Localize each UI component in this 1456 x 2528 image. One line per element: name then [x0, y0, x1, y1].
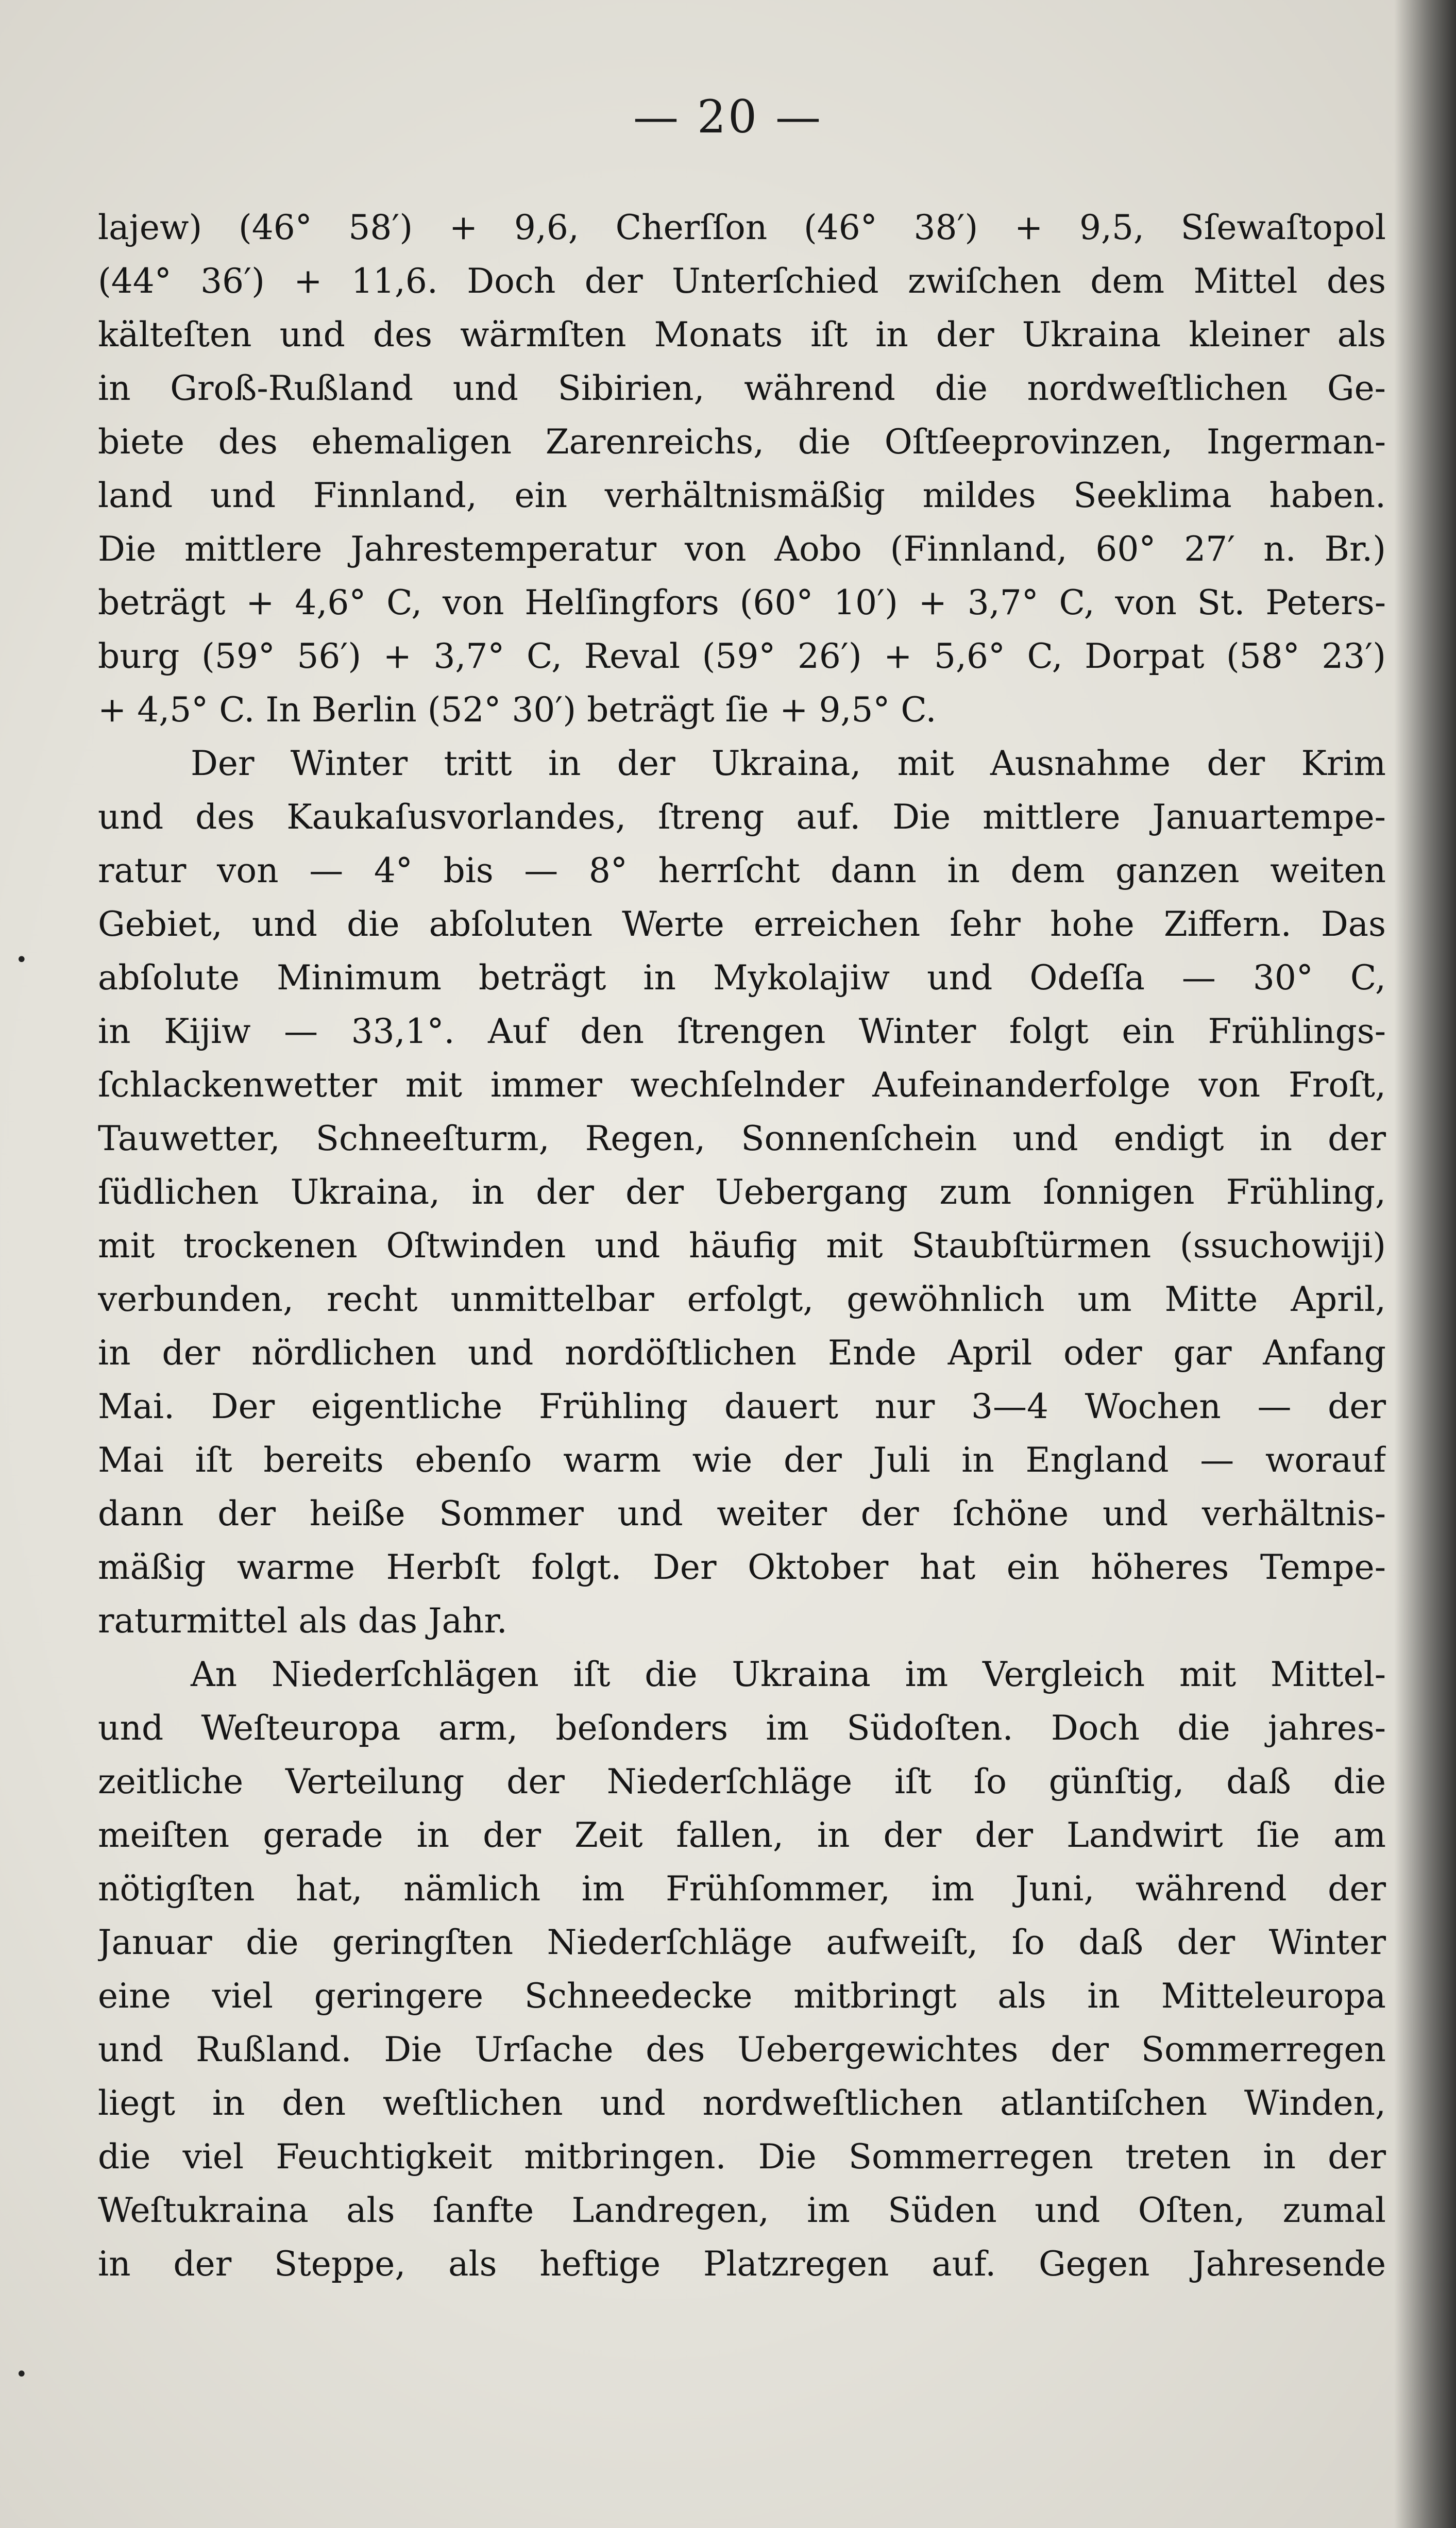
text-line: abſolute Minimum beträgt in Mykolajiw und Odeſſa — 30° C, — [98, 958, 1386, 998]
text-line: die viel Feuchtigkeit mitbringen. Die Sommerregen treten in der — [98, 2137, 1386, 2177]
text-line: in der Steppe, als heftige Platzregen auf. Gegen Jahresende — [98, 2244, 1386, 2284]
text-line: mit trockenen Oſtwinden und häufig mit Staubſtürmen (ssuchowiji) — [98, 1226, 1386, 1266]
text-line: Mai. Der eigentliche Frühling dauert nur 3—4 Wochen — der — [98, 1387, 1386, 1426]
text-line: + 4,5° C. In Berlin (52° 30′) beträgt ſie + 9,5° C. — [98, 690, 937, 730]
text-line: Mai iſt bereits ebenſo warm wie der Juli in England — worauf — [98, 1440, 1386, 1480]
margin-mark: • — [15, 948, 28, 972]
text-line: biete des ehemaligen Zarenreichs, die Oſtſeeprovinzen, Ingerman- — [98, 422, 1386, 462]
text-line: Januar die geringſten Niederſchläge aufweiſt, ſo daß der Winter — [98, 1923, 1386, 1962]
text-line: in der nördlichen und nordöſtlichen Ende April oder gar Anfang — [98, 1333, 1386, 1373]
page-number: — 20 — — [633, 90, 823, 143]
text-line: raturmittel als das Jahr. — [98, 1601, 507, 1641]
body-text — [98, 201, 1386, 2291]
text-line: kälteſten und des wärmſten Monats iſt in der Ukraina kleiner als — [98, 315, 1386, 355]
text-line: meiſten gerade in der Zeit fallen, in der der Landwirt ſie am — [98, 1815, 1386, 1855]
text-line: mäßig warme Herbſt folgt. Der Oktober hat ein höheres Tempe- — [98, 1547, 1386, 1587]
text-line: ſchlackenwetter mit immer wechſelnder Aufeinanderfolge von Froſt, — [98, 1065, 1386, 1105]
text-line: verbunden, recht unmittelbar erfolgt, gewöhnlich um Mitte April, — [98, 1279, 1386, 1319]
text-line: Gebiet, und die abſoluten Werte erreichen ſehr hohe Ziffern. Das — [98, 904, 1386, 944]
text-line: lajew) (46° 58′) + 9,6, Cherſſon (46° 38′) + 9,5, Sſewaſtopol — [98, 208, 1386, 247]
text-line: zeitliche Verteilung der Niederſchläge iſt ſo günſtig, daß die — [98, 1762, 1386, 1801]
text-line: ſüdlichen Ukraina, in der der Uebergang zum ſonnigen Frühling, — [98, 1172, 1386, 1212]
text-line: burg (59° 56′) + 3,7° C, Reval (59° 26′) + 5,6° C, Dorpat (58° 23′) — [98, 636, 1386, 676]
text-line: land und Finnland, ein verhältnismäßig mildes Seeklima haben. — [98, 476, 1386, 515]
text-line: und Rußland. Die Urſache des Uebergewichtes der Sommerregen — [98, 2030, 1386, 2069]
text-line: nötigſten hat, nämlich im Frühſommer, im Juni, während der — [98, 1869, 1386, 1909]
text-line: eine viel geringere Schneedecke mitbringt als in Mitteleuropa — [98, 1976, 1386, 2016]
margin-mark: • — [15, 2363, 28, 2386]
text-line: liegt in den weſtlichen und nordweſtlichen atlantiſchen Winden, — [98, 2083, 1386, 2123]
text-line: Tauwetter, Schneeſturm, Regen, Sonnenſchein und endigt in der — [98, 1119, 1386, 1158]
text-line: Weſtukraina als ſanfte Landregen, im Süden und Oſten, zumal — [98, 2190, 1386, 2230]
text-line: und Weſteuropa arm, beſonders im Südoſten. Doch die jahres- — [98, 1708, 1386, 1748]
text-line: An Niederſchlägen iſt die Ukraina im Vergleich mit Mittel- — [191, 1655, 1386, 1694]
text-line: in Kijiw — 33,1°. Auf den ſtrengen Winter folgt ein Frühlings- — [98, 1012, 1386, 1051]
text-line: dann der heiße Sommer und weiter der ſchöne und verhältnis- — [98, 1494, 1386, 1533]
page-edge-shadow — [1394, 0, 1456, 2528]
text-line: Die mittlere Jahrestemperatur von Aobo (Finnland, 60° 27′ n. Br.) — [98, 529, 1386, 569]
text-line: Der Winter tritt in der Ukraina, mit Ausnahme der Krim — [191, 744, 1386, 783]
text-line: ratur von — 4° bis — 8° herrſcht dann in dem ganzen weiten — [98, 851, 1386, 890]
text-line: (44° 36′) + 11,6. Doch der Unterſchied zwiſchen dem Mittel des — [98, 261, 1386, 301]
text-line: beträgt + 4,6° C, von Helſingfors (60° 10′) + 3,7° C, von St. Peters- — [98, 583, 1386, 622]
text-line: in Groß-Rußland und Sibirien, während die nordweſtlichen Ge- — [98, 368, 1386, 408]
text-line: und des Kaukaſusvorlandes, ſtreng auf. Die mittlere Januartempe- — [98, 797, 1386, 837]
